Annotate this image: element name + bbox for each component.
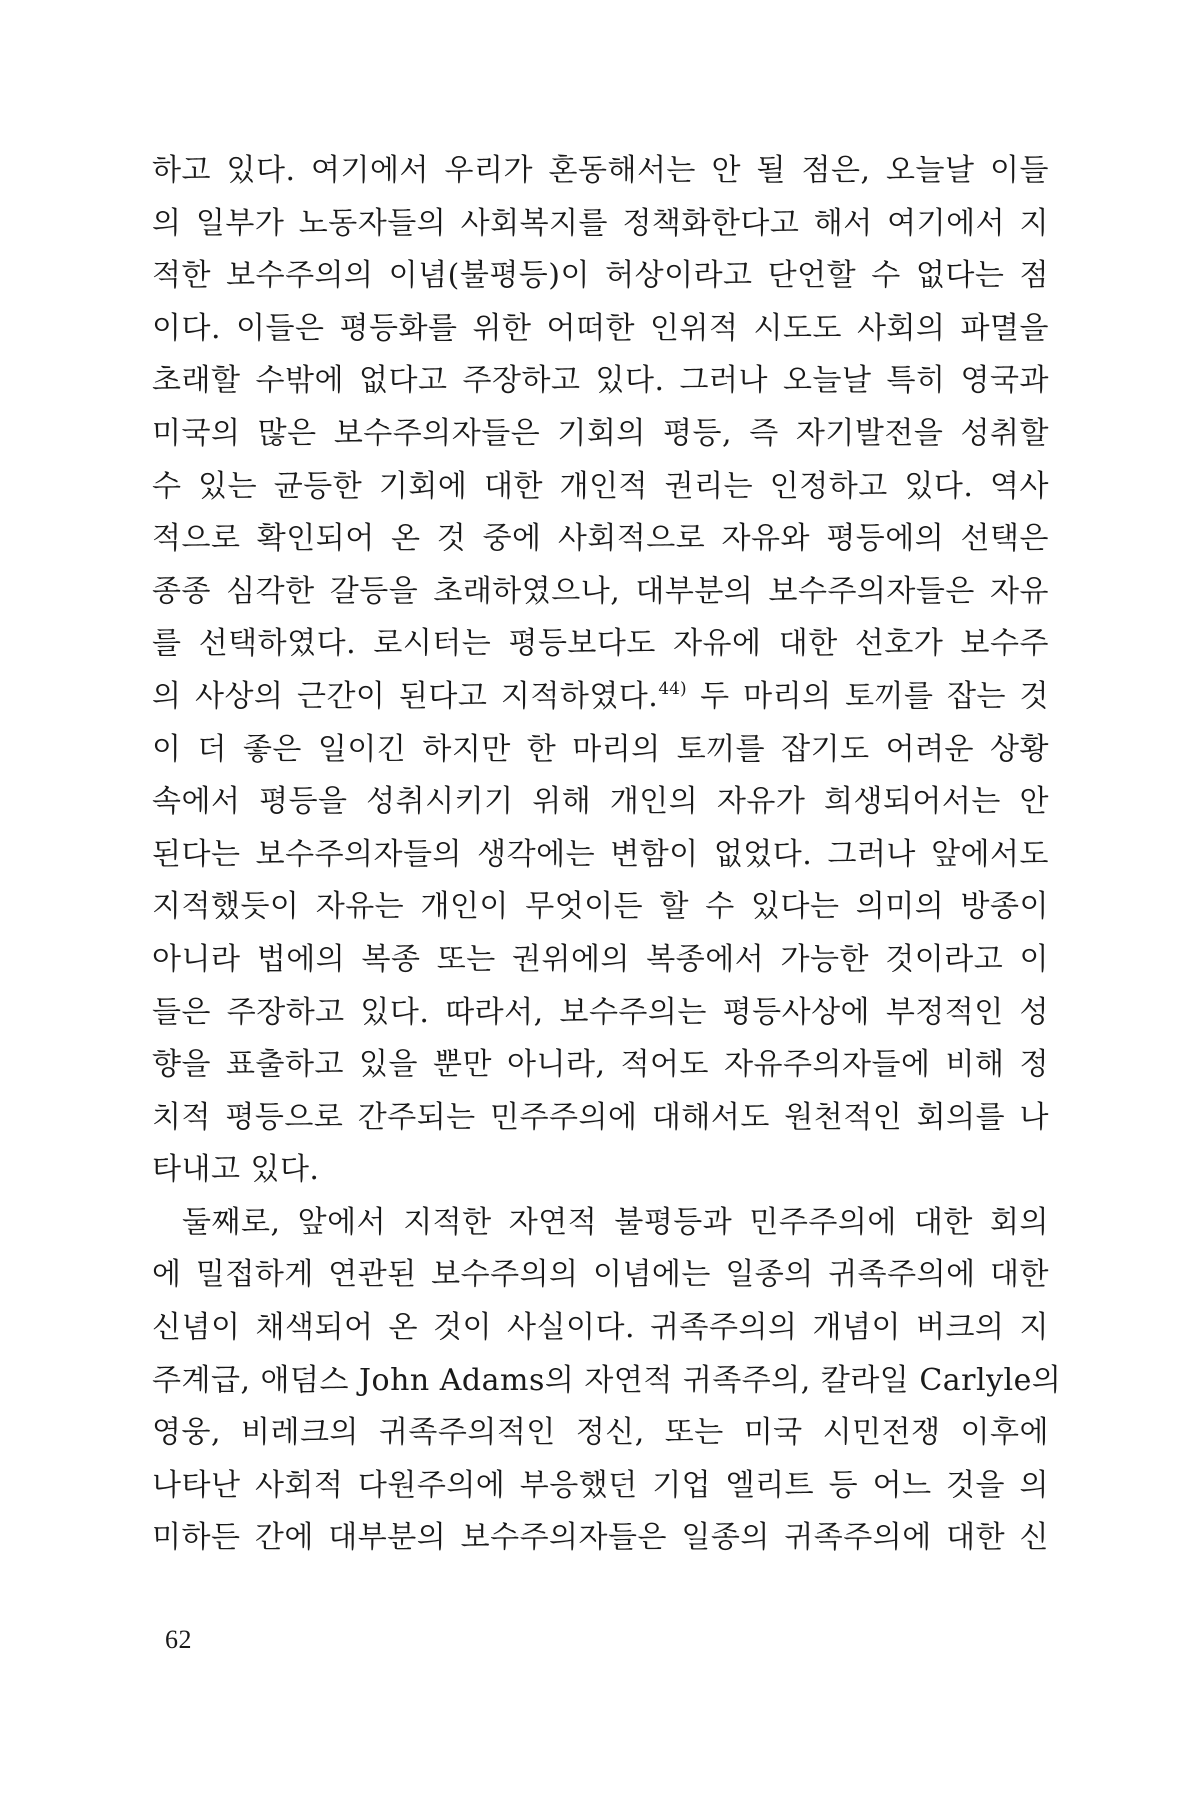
- text-line: 적한 보수주의의 이념(불평등)이 허상이라고 단언할 수 없다는 점: [152, 258, 1049, 294]
- paragraph-2: [152, 1197, 1062, 1565]
- page-number: 62: [165, 1625, 192, 1654]
- text-line: 를 선택하였다. 로시터는 평등보다도 자유에 대한 선호가 보수주: [152, 626, 1049, 662]
- text-line: 나타난 사회적 다원주의에 부응했던 기업 엘리트 등 어느 것을 의: [152, 1467, 1049, 1503]
- text-line: 이다. 이들은 평등화를 위한 어떠한 인위적 시도도 사회의 파멸을: [152, 310, 1049, 346]
- text-line: 향을 표출하고 있을 뿐만 아니라, 적어도 자유주의자들에 비해 정: [152, 1047, 1049, 1083]
- text-segment: 의 사상의 근간이 된다고 지적하였다.: [152, 678, 659, 714]
- text-segment: 두 마리의 토끼를 잡는 것: [686, 678, 1049, 714]
- text-line: 하고 있다. 여기에서 우리가 혼동해서는 안 될 점은, 오늘날 이들: [152, 153, 1049, 188]
- text-line: 수 있는 균등한 기회에 대한 개인적 권리는 인정하고 있다. 역사: [152, 468, 1049, 504]
- text-line: 된다는 보수주의자들의 생각에는 변함이 없었다. 그러나 앞에서도: [152, 836, 1049, 872]
- text-line: 들은 주장하고 있다. 따라서, 보수주의는 평등사상에 부정적인 성: [152, 994, 1049, 1030]
- footnote-reference: 44): [658, 678, 687, 699]
- text-line: 아니라 법에의 복종 또는 권위에의 복종에서 가능한 것이라고 이: [152, 941, 1049, 977]
- text-line: 속에서 평등을 성취시키기 위해 개인의 자유가 희생되어서는 안: [152, 784, 1049, 820]
- text-line: 이 더 좋은 일이긴 하지만 한 마리의 토끼를 잡기도 어려운 상황: [152, 731, 1049, 767]
- text-line: 영웅, 비레크의 귀족주의적인 정신, 또는 미국 시민전쟁 이후에: [152, 1415, 1049, 1451]
- text-line: 타내고 있다.: [152, 1152, 320, 1188]
- paragraph-1: [152, 145, 1049, 1197]
- text-line: 적으로 확인되어 온 것 중에 사회적으로 자유와 평등에의 선택은: [152, 521, 1049, 557]
- text-line: 초래할 수밖에 없다고 주장하고 있다. 그러나 오늘날 특히 영국과: [152, 363, 1049, 399]
- body-text: [152, 145, 1062, 1565]
- text-line: 의 일부가 노동자들의 사회복지를 정책화한다고 해서 여기에서 지: [152, 205, 1049, 241]
- text-line: 에 밀접하게 연관된 보수주의의 이념에는 일종의 귀족주의에 대한: [152, 1257, 1049, 1293]
- text-line: 종종 심각한 갈등을 초래하였으나, 대부분의 보수주의자들은 자유: [152, 573, 1049, 609]
- text-line: 둘째로, 앞에서 지적한 자연적 불평등과 민주주의에 대한 회의: [182, 1204, 1049, 1240]
- text-line: 미하든 간에 대부분의 보수주의자들은 일종의 귀족주의에 대한 신: [152, 1520, 1049, 1556]
- text-line: 치적 평등으로 간주되는 민주주의에 대해서도 원천적인 회의를 나: [152, 1099, 1049, 1135]
- text-line: 미국의 많은 보수주의자들은 기회의 평등, 즉 자기발전을 성취할: [152, 415, 1049, 451]
- text-line: 주계급, 애덤스 John Adams의 자연적 귀족주의, 칼라일 Carlyle의: [152, 1362, 1062, 1398]
- text-line: 신념이 채색되어 온 것이 사실이다. 귀족주의의 개념이 버크의 지: [152, 1310, 1049, 1346]
- text-line-with-footnote: [152, 671, 1049, 724]
- text-line: 지적했듯이 자유는 개인이 무엇이든 할 수 있다는 의미의 방종이: [152, 889, 1049, 925]
